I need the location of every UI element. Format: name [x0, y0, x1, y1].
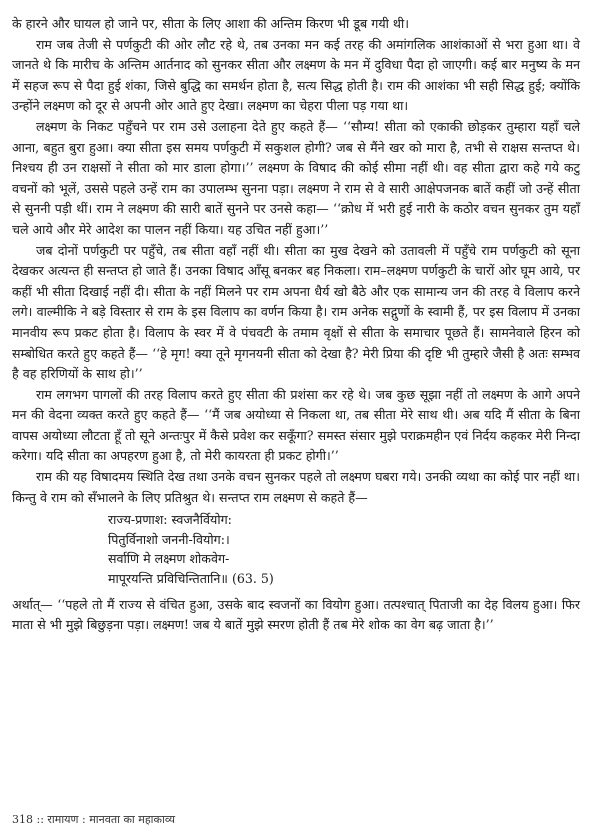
paragraph-empty-hut: जब दोनों पर्णकुटी पर पहुँचे, तब सीता वहाँ नहीं थी। सीता का मुख देखने को उतावली में पहुँचे राम पर्णकुटी को सूना देखकर अत्यन्त ही सन्तप्त हो जाते हैं। उनका विषाद आँसू बनकर बह निकला। राम–लक्ष्मण पर्णकुटी के चारों ओर घूम आये, पर कहीं भी सीता दिखाई नहीं दी। सीता के नहीं मिलने पर राम अपना धैर्य खो बैठे और एक सामान्य जन की तरह वे विलाप करने लगे। वाल्मीकि ने बड़े विस्तार से राम के इस विलाप का वर्णन किया है। राम अनेक सद्गुणों के स्वामी हैं, पर इस विलाप में उनका मानवीय रूप प्रकट होता है। विलाप के स्वर में वे पंचवटी के तमाम वृक्षों से सीता के समाचार पूछते हैं। सामनेवाले हिरन को सम्बोधित करते हुए कहते हैं— ‘‘हे मृग! क्या तूने मृगनयनी सीता को देखा है? मेरी प्रिया की दृष्टि भी तुम्हारे जैसी है अतः सम्भव है वह हरिणियों के साथ हो।’’	[12, 242, 580, 382]
paragraph-reproach: लक्ष्मण के निकट पहुँचने पर राम उसे उलाहना देते हुए कहते हैं— ‘‘सौम्य! सीता को एकाकी छोड़कर तुम्हारा यहाँ चले आना, बहुत बुरा हुआ। क्या सीता इस समय पर्णकुटी में सकुशल होगी? जब से मैंने खर को मारा है, तभी से राक्षस सन्तप्त थे। निश्चय ही उन राक्षसों ने सीता को मार डाला होगा।’’ लक्ष्मण के विषाद की कोई सीमा नहीं थी। वह सीता द्वारा कहे गये कटु वचनों को भूलें, उससे पहले उन्हें राम का उपालम्भ सुनना पड़ा। लक्ष्मण ने राम से वे सारी आक्षेपजनक बातें कहीं जो उन्हें सीता से सुननी पड़ी थीं। राम ने लक्ष्मण की सारी बातें सुनने पर उनसे कहा— ‘‘क्रोध में भरी हुई नारी के कठोर वचन सुनकर तुम यहाँ चले आये और मेरे आदेश का पालन नहीं किया। यह उचित नहीं हुआ।’’	[12, 118, 580, 237]
paragraph-doubts: राम जब तेजी से पर्णकुटी की ओर लौट रहे थे, तब उनका मन कई तरह की अमांगलिक आशंकाओं से भरा हुआ था। वे जानते थे कि मारीच के अन्तिम आर्तनाद को सुनकर सीता और लक्ष्मण के मन में दुविधा पैदा हो जाएगी। कई बार मनुष्य के मन में सहज रूप से पैदा हुई शंका, जिसे बुद्धि का समर्थन होता है, सत्य सिद्ध होती है। राम की आशंका भी सही सिद्ध हुई; क्योंकि उन्होंने लक्ष्मण को दूर से अपनी ओर आते हुए देखा। लक्ष्मण का चेहरा पीला पड़ गया था।	[12, 36, 580, 114]
verse-meaning-paragraph: अर्थात्— ‘‘पहले तो मैं राज्य से वंचित हुआ, उसके बाद स्वजनों का वियोग हुआ। तत्पश्चात् पिताजी का देह विलय हुआ। फिर माता से भी मुझे बिछुड़ना पड़ा। लक्ष्मण! जब ये बातें मुझे स्मरण होती हैं तब मेरे शोक का वेग बढ़ जाता है।’’	[12, 596, 580, 633]
verse-line: मापूरयन्ति प्रविचिन्तितानि॥ (63. 5)	[108, 571, 274, 587]
paragraph-lament: राम लगभग पागलों की तरह विलाप करते हुए सीता की प्रशंसा कर रहे थे। जब कुछ सूझा नहीं तो लक्ष्मण के आगे अपने मन की वेदना व्यक्त करते हुए कहते हैं— ‘‘मैं जब अयोध्या से निकला था, तब सीता मेरे साथ थी। अब यदि मैं सीता के बिना वापस अयोध्या लौटता हूँ तो सूने अन्तःपुर में कैसे प्रवेश कर सकूँगा? समस्त संसार मुझे पराक्रमहीन एवं निर्दय कहकर मेरी निन्दा करेगा। यदि सीता का अपहरण हुआ है, तो मेरी कायरता ही प्रकट होगी।’’	[12, 386, 580, 464]
verse-line: सर्वाणि मे लक्ष्मण शोकवेग-	[108, 551, 230, 567]
page-footer: 318 :: रामायण : मानवता का महाकाव्य	[12, 813, 175, 826]
verse-line: राज्य-प्रणाश: स्वजनैर्वियोग:	[108, 512, 232, 528]
sanskrit-verse	[108, 510, 580, 588]
continuation-paragraph: के हारने और घायल हो जाने पर, सीता के लिए आशा की अन्तिम किरण भी डूब गयी थी।	[12, 16, 409, 31]
paragraph-lakshman-distress: राम की यह विषादमय स्थिति देख तथा उनके वचन सुनकर पहले तो लक्ष्मण घबरा गये। उनकी व्यथा का कोई पार नहीं था। किन्तु वे राम को सँभालने के लिए प्रतिश्रुत थे। सन्तप्त राम लक्ष्मण से कहते हैं—	[12, 469, 580, 505]
verse-line: पितुर्विनाशो जननी-वियोग:।	[108, 531, 230, 547]
